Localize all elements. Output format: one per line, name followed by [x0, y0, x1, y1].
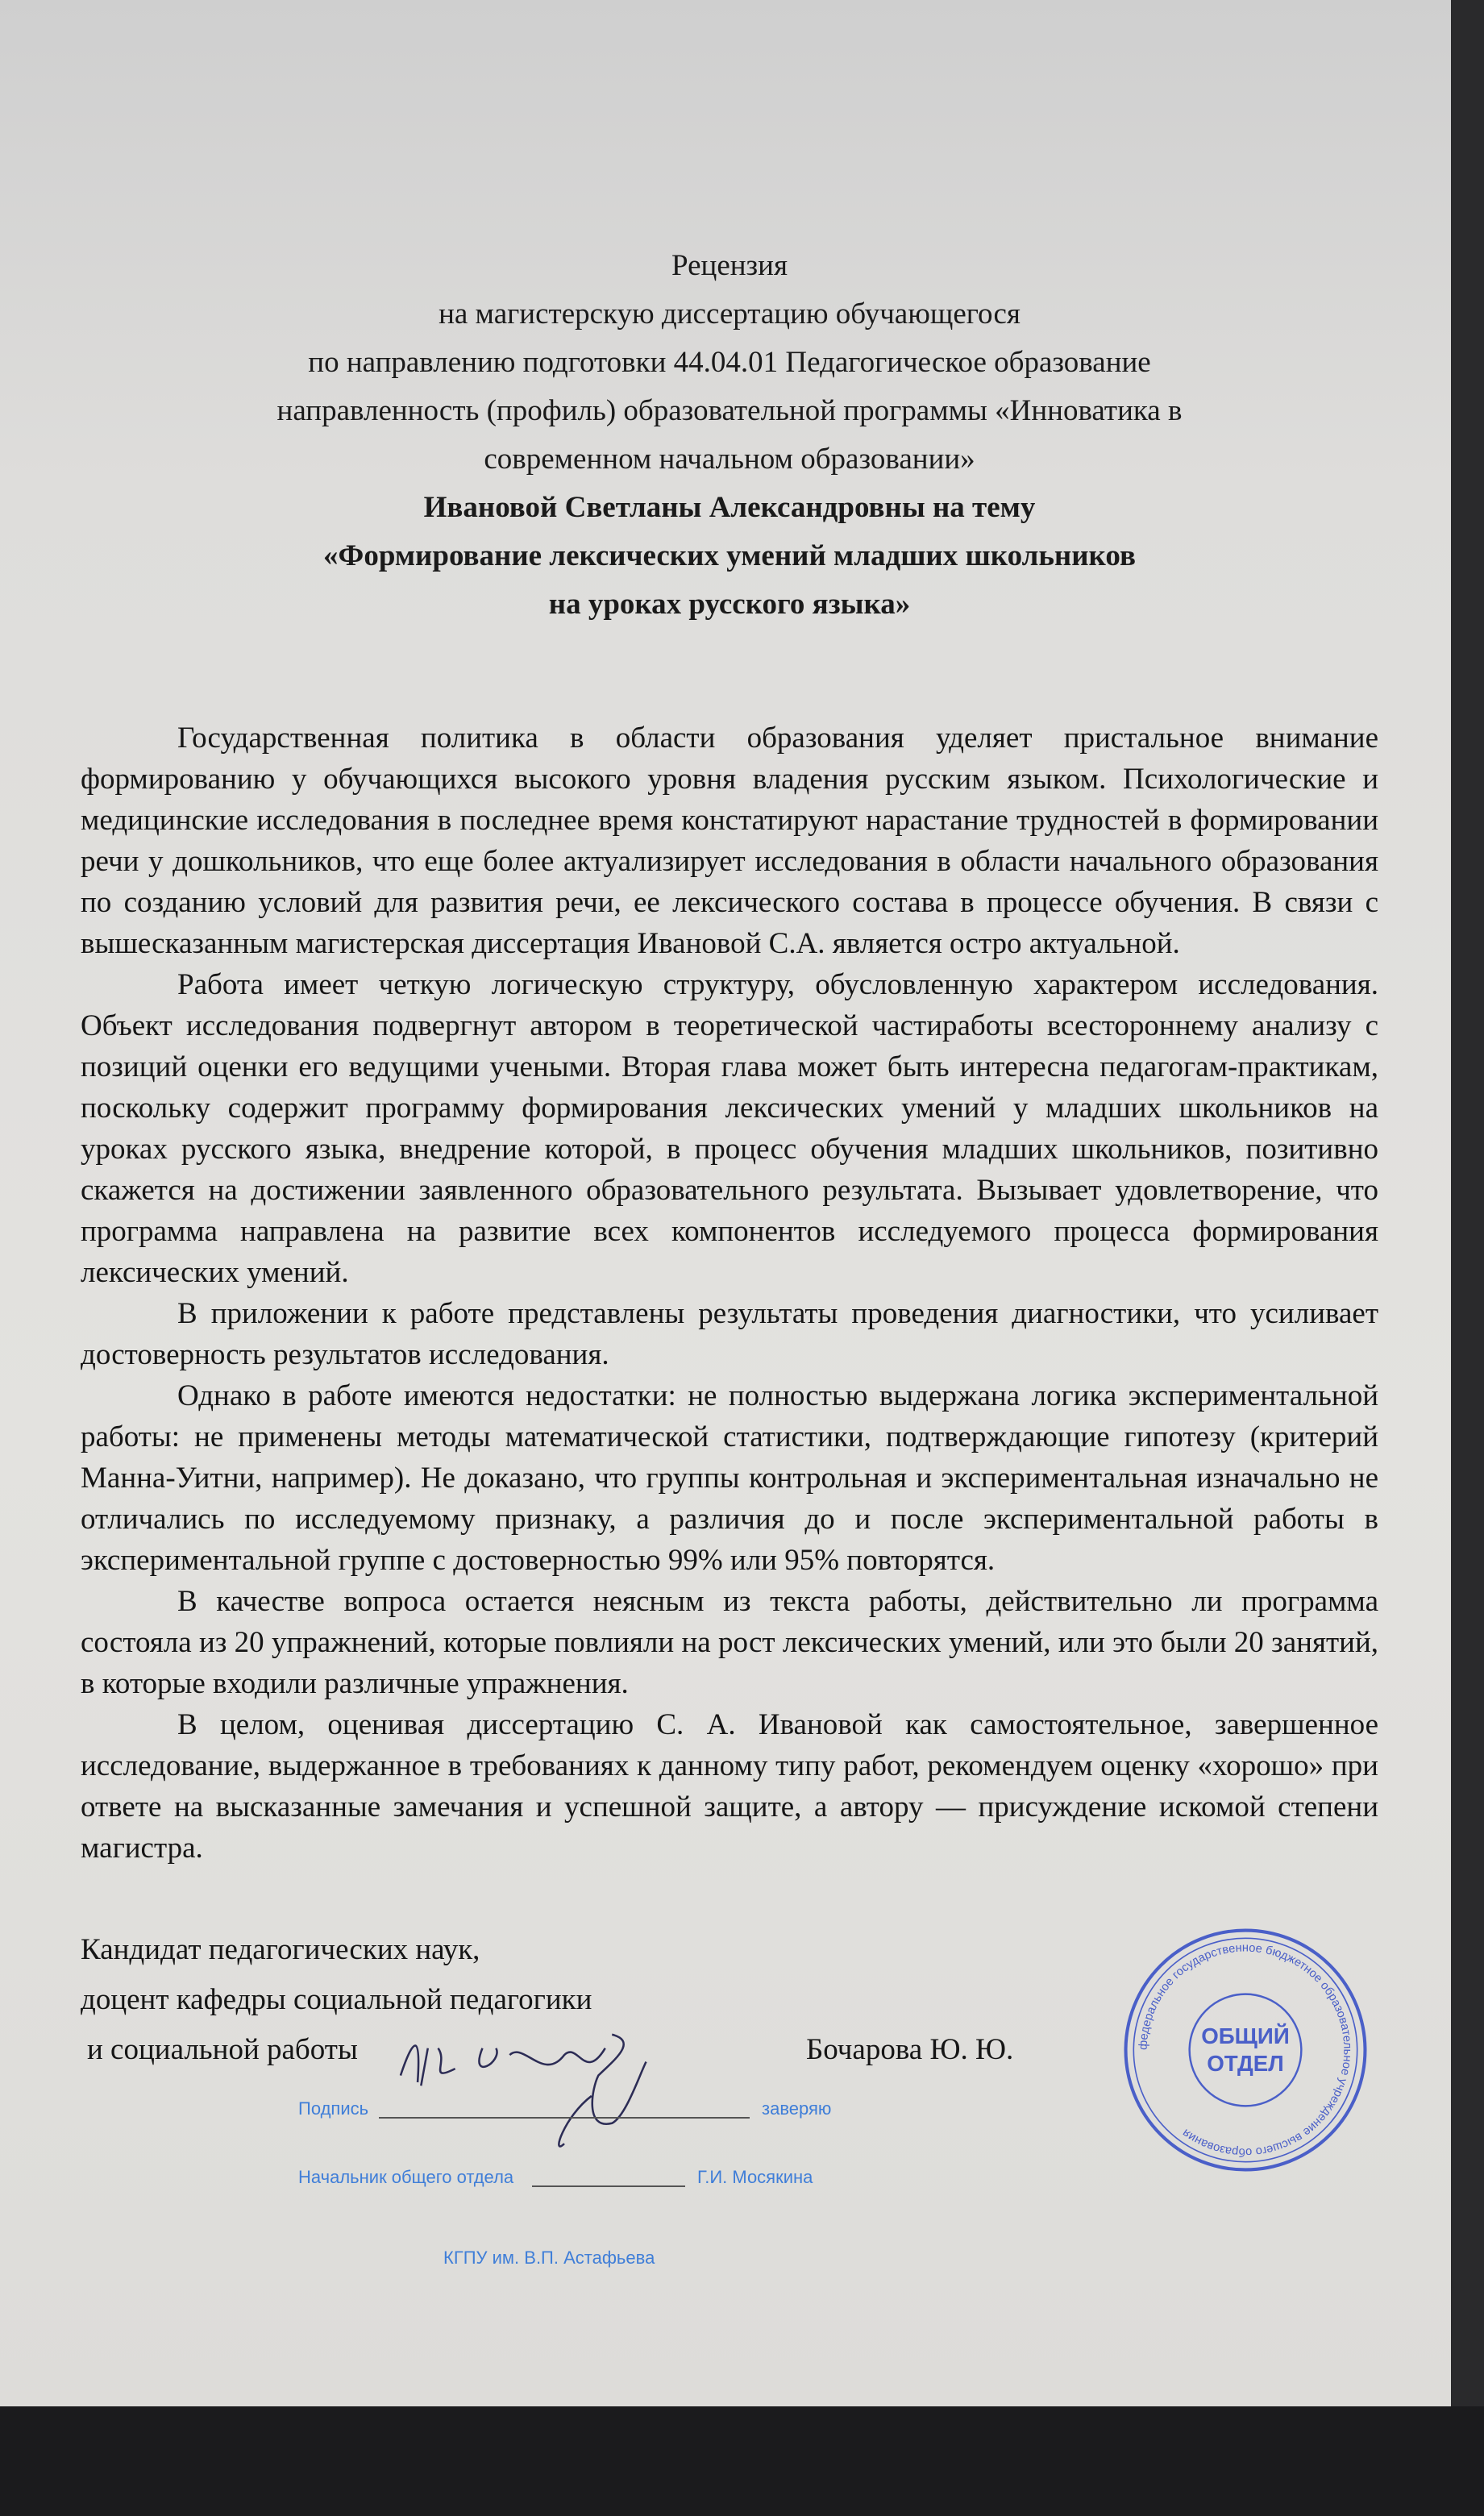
svg-text:федеральное государственное бю: федеральное государственное бюджетное образовательное учреждение высшего образования — [1137, 1941, 1354, 2159]
svg-text:ОТДЕЛ: ОТДЕЛ — [1207, 2051, 1284, 2077]
paragraph: В приложении к работе представлены результаты проведения диагностики, что усиливает достоверность результатов исследования. — [81, 1297, 1378, 1371]
paragraph: Однако в работе имеются недостатки: не полностью выдержана логика экспериментальной работы: не применены методы математической статистики, подтверждающие гипотезу (критерий Манна-Уитни, например). Не доказано, что группы контрольная и экспериментальная изначально не отличались по исследуемому признаку, а различия до и после экспериментальной работы в экспериментальной группе с достоверностью 99% или 95% повторятся. — [81, 1379, 1378, 1577]
head-name: Г.И. Мосякина — [697, 2167, 813, 2187]
review-body — [81, 717, 1378, 1869]
official-stamp — [1120, 1925, 1370, 2175]
paragraph: В целом, оценивая диссертацию С. А. Ивановой как самостоятельное, завершенное исследование, выдержанное в требованиях к данному типу работ, рекомендуем оценку «хорошо» при ответе на высказанные замечания и успешной защите, а автору — присуждение искомой степени магистра. — [81, 1708, 1378, 1865]
topic-line: «Формирование лексических умений младших школьников — [323, 539, 1136, 572]
podpis-label: Подпись — [298, 2098, 369, 2119]
paragraph: В качестве вопроса остается неясным из текста работы, действительно ли программа состояла из 20 упражнений, которые повлияли на рост лексических умений, или это были 20 занятий, в которые входили различные упражнения. — [81, 1585, 1378, 1700]
header-line: современном начальном образовании» — [484, 443, 975, 476]
header-line: на магистерскую диссертацию обучающегося — [439, 297, 1021, 331]
background-surface — [0, 2406, 1484, 2516]
zaveryayu-label: заверяю — [762, 2098, 832, 2119]
document-header — [81, 242, 1378, 629]
head-label: Начальник общего отдела — [298, 2167, 514, 2187]
header-line: по направлению подготовки 44.04.01 Педагогическое образование — [308, 346, 1151, 379]
signature-line — [379, 2117, 750, 2119]
svg-text:ОБЩИЙ: ОБЩИЙ — [1201, 2023, 1290, 2048]
head-signature-line — [532, 2185, 685, 2187]
position-line: Кандидат педагогических наук, — [81, 1933, 480, 1966]
topic-line: на уроках русского языка» — [548, 588, 911, 621]
position-line: доцент кафедры социальной педагогики — [81, 1983, 592, 2016]
org-name: КГПУ им. В.П. Астафьева — [443, 2248, 655, 2268]
header-line: направленность (профиль) образовательной программы «Инноватика в — [276, 394, 1183, 427]
position-line: и социальной работы — [87, 2033, 358, 2066]
paragraph: Государственная политика в области образования уделяет пристальное внимание формированию у обучающихся высокого уровня владения русским языком. Психологические и медицинские исследования в последнее время констатируют нарастание трудностей в формировании речи у дошкольников, что еще более актуализирует исследования в области начального образования по созданию условий для развития речи, ее лексического состава в процессе обучения. В связи с вышесказанным магистерская диссертация Ивановой С.А. является остро актуальной. — [81, 722, 1378, 960]
reviewer-name: Бочарова Ю. Ю. — [806, 2033, 1014, 2066]
paragraph: Работа имеет четкую логическую структуру, обусловленную характером исследования. Объект исследования подвергнут автором в теоретической частиработы всестороннему анализу с позиций оценки его ведущими учеными. Вторая глава может быть интересна педагогам-практикам, поскольку содержит программу формирования лексических умений у младших школьников на уроках русского языка, внедрение которой, в процесс обучения младших школьников, позитивно скажется на достижении заявленного образовательного результата. Вызывает удовлетворение, что программа направлена на развитие всех компонентов исследуемого процесса формирования лексических умений. — [81, 968, 1378, 1289]
signature-block — [81, 1925, 1378, 2304]
doc-title: Рецензия — [671, 249, 788, 282]
handwritten-signature — [387, 2014, 742, 2151]
student-name: Ивановой Светланы Александровны на тему — [423, 491, 1036, 524]
